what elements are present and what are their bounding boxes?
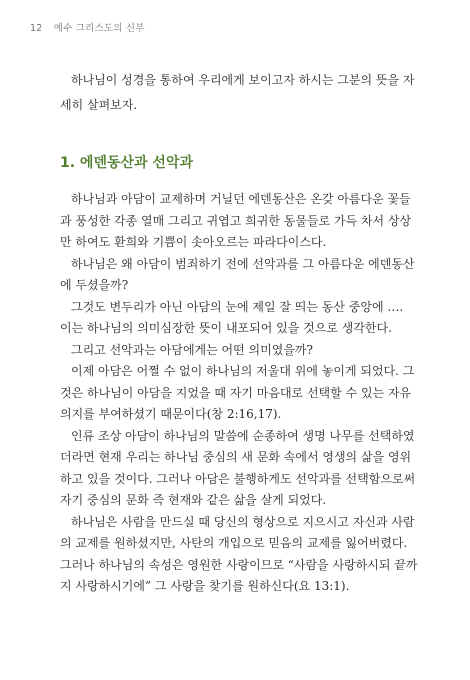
paragraph: 하나님은 왜 아담이 범죄하기 전에 선악과를 그 아름다운 에덴동산에 두셨을까? — [60, 256, 415, 292]
paragraph: 하나님은 사람을 만드실 때 당신의 형상으로 지으시고 자신과 사람의 교제를 원하셨지만, 사탄의 개입으로 믿음의 교제를 잃어버렸다. 그러나 하나님의 속성은 영원한 사랑이므로 “사람을 사랑하시되 끝까지 사랑하시기에” 그 사랑을 찾기를 원하신다(요 13:1). — [60, 514, 418, 593]
running-head — [30, 20, 145, 34]
intro-paragraph: 하나님이 성경을 통하여 우리에게 보이고자 하시는 그분의 뜻을 자세히 살펴보자. — [60, 73, 415, 112]
section-heading: 1. 에덴동산과 선악과 — [60, 155, 193, 171]
paragraph: 이제 아담은 어쩔 수 없이 하나님의 저울대 위에 놓이게 되었다. 그것은 하나님이 아담을 지었을 때 자기 마음대로 선택할 수 있는 자유 의지를 부여하셨기 때문이다(창 2:16,17). — [60, 364, 415, 421]
page-number: 12 — [30, 23, 43, 34]
body-text — [60, 189, 418, 598]
paragraph: 그것도 변두리가 아닌 아담의 눈에 제일 잘 띄는 동산 중앙에 …. 이는 하나님의 의미심장한 뜻이 내포되어 있을 것으로 생각한다. — [60, 299, 404, 335]
book-title: 예수 그리스도의 신부 — [53, 23, 145, 34]
paragraph: 그리고 선악과는 아담에게는 어떤 의미였을까? — [71, 342, 313, 357]
paragraph: 인류 조상 아담이 하나님의 말씀에 순종하여 생명 나무를 선택하였더라면 현재 우리는 하나님 중심의 새 문화 속에서 영생의 삶을 영위하고 있을 것이다. 그러나 아담은 불행하게도 선악과를 선택함으로써 자기 중심의 문화 즉 현재와 같은 삶을 살게 되었다. — [60, 428, 416, 507]
paragraph: 하나님과 아담이 교제하며 거닐던 에덴동산은 온갖 아름다운 꽃들과 풍성한 각종 열매 그리고 귀엽고 희귀한 동물들로 가득 차서 상상만 하여도 환희와 기쁨이 솟아오르는 파라다이스다. — [60, 192, 412, 249]
